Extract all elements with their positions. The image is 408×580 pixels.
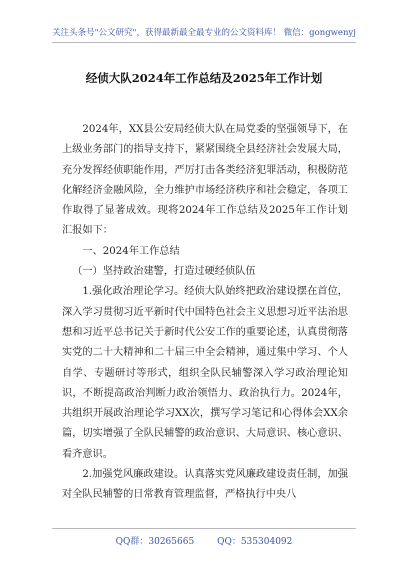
document-body	[62, 120, 348, 506]
header-divider	[52, 42, 356, 43]
paragraph-party-discipline: 2.加强党风廉政建设。认真落实党风廉政建设责任制，加强对全队民辅警的日常教育管理监督，严格执行中央八	[62, 469, 348, 501]
footer	[0, 534, 408, 547]
subsection-heading: （一）坚持政治建警，打造过硬经侦队伍	[72, 266, 256, 278]
footer-qq-group: QQ群：30265665	[115, 537, 195, 547]
section-heading: 一、2024年工作总结	[82, 245, 180, 257]
footer-qq: QQ：535304092	[217, 537, 293, 547]
document-title: 经侦大队2024年工作总结及2025年工作计划	[85, 71, 323, 85]
footer-divider	[52, 528, 356, 529]
paragraph-political-study: 1.强化政治理论学习。经侦大队始终把政治建设摆在首位，深入学习贯彻习近平新时代中国特色社会主义思想习近平法治思想和习近平总书记关于新时代公安工作的重要论述，认真贯彻落实党的二十大精神和二十届三中全会精神，通过集中学习、个人自学、专题研讨等形式，组织全队民辅警深入学习政治理论知识，不断提高政治判断力政治领悟力、政治执行力。2024年，共组织开展政治理论学习XX次，撰写学习笔记和心得体会XX余篇，切实增强了全队民辅警的政治意识、大局意识、核心意识、看齐意识。	[62, 286, 348, 460]
intro-paragraph: 2024年，XX县公安局经侦大队在局党委的坚强领导下，在上级业务部门的指导支持下，紧紧围绕全县经济社会发展大局，充分发挥经侦职能作用，严厉打击各类经济犯罪活动，积极防范化解经济金融风险，全力维护市场经济秩序和社会稳定，各项工作取得了显著成效。现将2024年工作总结及2025年工作计划汇报如下：	[62, 124, 348, 237]
header-note: 关注头条号"公文研究"，获得最新最全最专业的公文资料库！ 微信：gongwenyj	[52, 28, 356, 38]
